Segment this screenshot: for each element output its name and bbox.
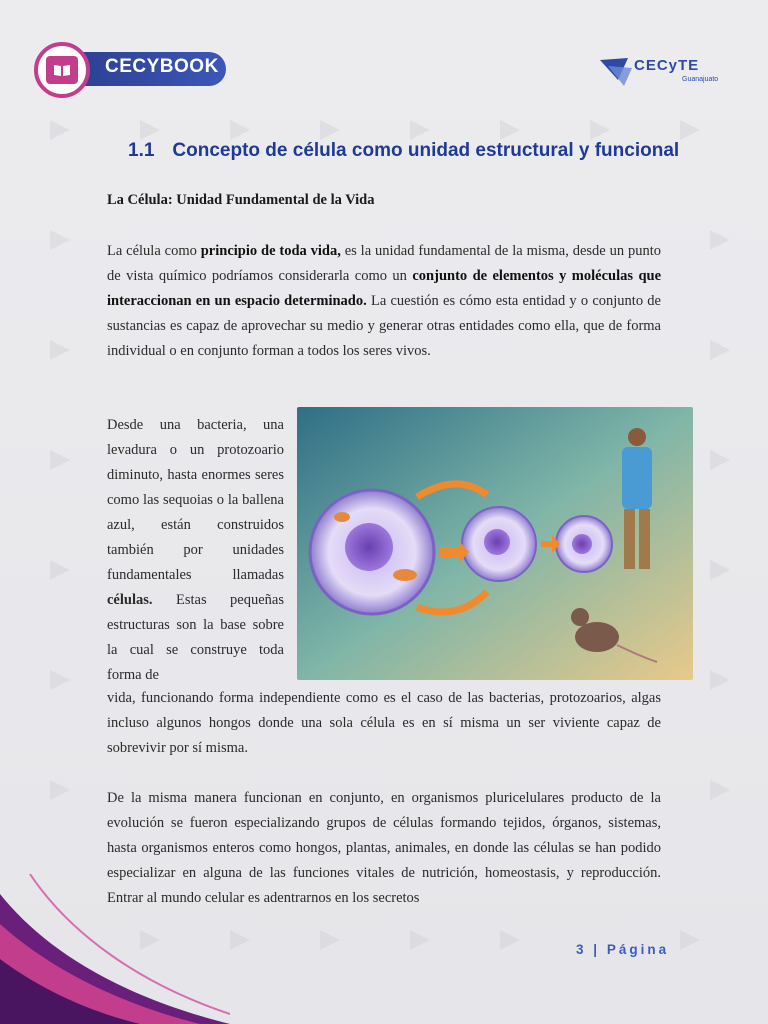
page-number — [576, 942, 669, 957]
paragraph-2-wrapped — [107, 413, 284, 688]
p1-bold-1: principio de toda vida, — [200, 243, 341, 259]
paragraph-1 — [107, 239, 661, 364]
page-word: Página — [606, 942, 670, 957]
book-badge — [34, 42, 90, 98]
page-separator: | — [593, 942, 601, 957]
section-heading — [128, 140, 679, 162]
paragraph-3: De la misma manera funcionan en conjunto, en organismos pluricelulares producto de la evolución se fueron especializando grupos de células formando tejidos, órganos, sistemas, hasta organismos enteros como hongos, plantas, animales, en donde las células se han podido especializar en alguna de las funciones vitales de nutrición, homeostasis, y reproducción. Entrar al mundo celular es adentrarnos en los secretos — [107, 790, 661, 906]
section-number: 1.1 — [128, 140, 155, 161]
p2-bold-1: células. — [107, 592, 153, 608]
p1-text-2: es la unidad fundamental de la misma, desde un punto de vista químico podríamos considerarla como un — [107, 243, 662, 284]
book-icon — [46, 56, 78, 84]
p1-text-1: La célula como — [107, 243, 201, 259]
brand-label: CECYBOOK — [105, 56, 219, 77]
logo-text: CECyTE — [634, 57, 700, 74]
page-number-value: 3 — [576, 942, 587, 957]
logo-subtext: Guanajuato — [682, 76, 719, 83]
section-title: Concepto de célula como unidad estructural y funcional — [172, 140, 680, 161]
subheading: La Célula: Unidad Fundamental de la Vida — [107, 192, 375, 208]
paragraph-2-continuation: vida, funcionando forma independiente como es el caso de las bacterias, protozoarios, algas incluso algunos hongos donde una sola célula es en sí misma un ser viviente capaz de sobrevivir por sí misma. — [107, 690, 661, 756]
cell-illustration — [297, 407, 693, 680]
p1-text-3: La cuestión es cómo esta entidad y o conjunto de sustancias es capaz de aprovechar su medio y generar otras entidades como ella, que de forma individual o en conjunto forman a todos los seres vivos. — [107, 293, 661, 359]
p2-text-1: Desde una bacteria, una levadura o un protozoario diminuto, hasta enormes seres como las sequoias o la ballena azul, están construidos también por unidades fundamentales llamadas — [107, 417, 284, 583]
p2-text-2: Estas pequeñas estructuras son la base sobre la cual se construye toda forma de — [107, 592, 284, 683]
p1-bold-2: conjunto de elementos y moléculas que interaccionan en un espacio determinado. — [107, 268, 662, 309]
